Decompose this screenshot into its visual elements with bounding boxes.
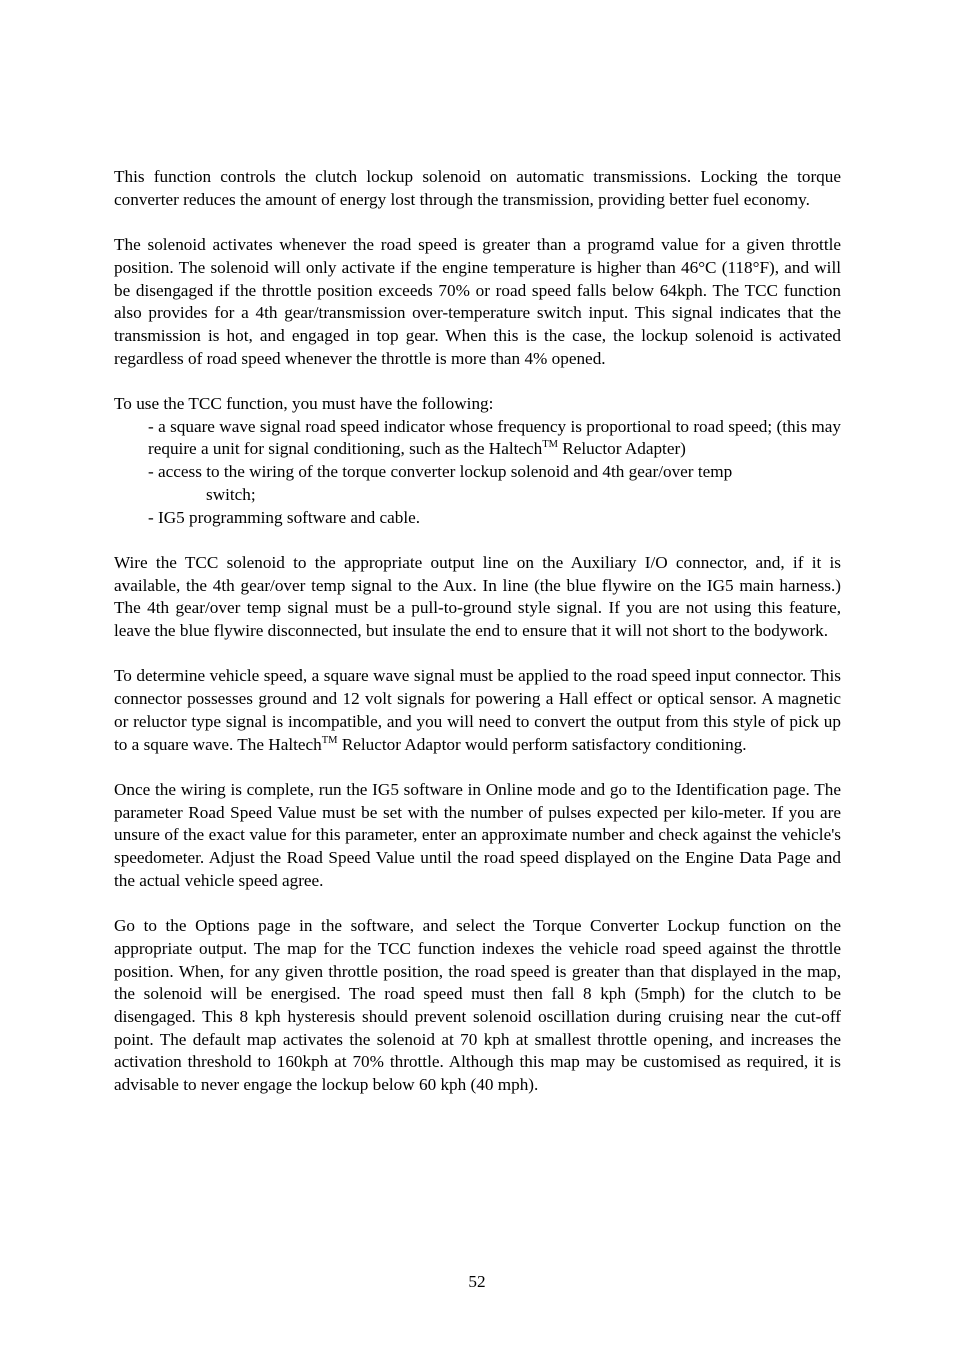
paragraph-text: To determine vehicle speed, a square wave signal must be applied to the road speed input connector. This connector possesses ground and 12 volt signals for powering a Hall effect or optical sensor. A magnetic or reluctor type signal is incompatible, and you will need to convert the output from this style of pick up to a square wave. The Haltech [114,666,841,754]
list-item-text: - access to the wiring of the torque converter lockup solenoid and 4th gear/over temp [148,462,733,482]
list-item [148,416,841,461]
options-map-paragraph: Go to the Options page in the software, and select the Torque Converter Lockup function on the appropriate output. The map for the TCC function indexes the vehicle road speed against the throttle position. When, for any given throttle position, the road speed is greater than that displayed in the map, the solenoid will be energised. The road speed must then fall 8 kph (5mph) for the clutch to be disengaged. This 8 kph hysteresis should prevent solenoid oscillation during cruising near the cut-off point. The default map activates the solenoid at 70 kph at smallest throttle opening, and increases the activation threshold to 160kph at 70% throttle. Although this map may be customised as required, it is advisable to never engage the lockup below 60 kph (40 mph). [114,916,841,1095]
trademark-mark: TM [321,734,338,746]
list-item-continuation: switch; [206,484,256,504]
document-body [114,166,841,1119]
trademark-mark: TM [542,439,558,451]
list-item [148,461,841,506]
paragraph-text: Reluctor Adaptor would perform satisfactory conditioning. [337,734,747,754]
vehicle-speed-paragraph [114,665,841,756]
list-item-text: - IG5 programming software and cable. [148,507,421,527]
intro-paragraph: This function controls the clutch lockup solenoid on automatic transmissions. Locking the torque converter reduces the amount of energy lost through the transmission, providing better fuel economy. [114,167,841,209]
requirements-list [148,416,841,530]
list-item-text: - a square wave signal road speed indicator whose frequency is proportional to road speed; (this may require a unit for signal conditioning, such as the Haltech [148,416,841,459]
list-item [148,507,841,530]
requirements-intro: To use the TCC function, you must have the following: [114,394,494,413]
wiring-paragraph: Wire the TCC solenoid to the appropriate output line on the Auxiliary I/O connector, and, if it is available, the 4th gear/over temp signal to the Aux. In line (the blue flywire on the IG5 main harness.) The 4th gear/over temp signal must be a pull-to-ground style signal. If you are not using this feature, leave the blue flywire disconnected, but insulate the end to ensure that it will not short to the bodywork. [114,552,841,641]
list-item-text: Reluctor Adapter) [558,439,686,459]
page-number: 52 [468,1272,486,1291]
solenoid-activation-paragraph: The solenoid activates whenever the road speed is greater than a programd value for a given throttle position. The solenoid will only activate if the engine temperature is higher than 46°C (118°F), and will be disengaged if the throttle position exceeds 70% or road speed falls below 64kph. The TCC function also provides for a 4th gear/transmission over-temperature switch input. This signal indicates that the transmission is hot, and engaged in top gear. When this is the case, the lockup solenoid is activated regardless of road speed whenever the throttle is more than 4% opened. [114,235,841,368]
software-setup-paragraph: Once the wiring is complete, run the IG5 software in Online mode and go to the Identification page. The parameter Road Speed Value must be set with the number of pulses expected per kilo-meter. If you are unsure of the exact value for this parameter, enter an approximate number and check against the vehicle's speedometer. Adjust the Road Speed Value until the road speed displayed on the Engine Data Page and the actual vehicle speed agree. [114,779,841,890]
